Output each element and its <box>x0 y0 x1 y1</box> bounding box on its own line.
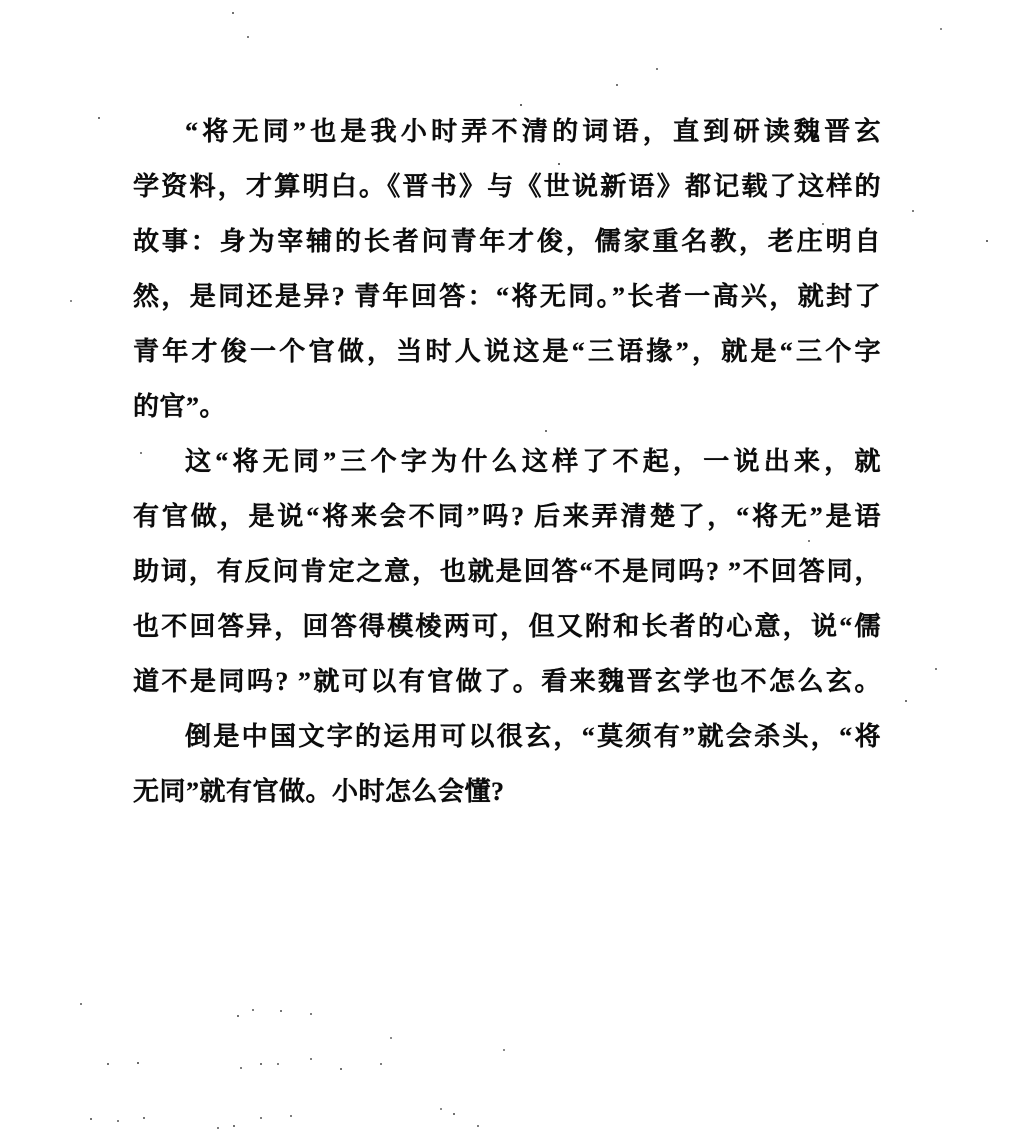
text-line: 倒是中国文字的运用可以很玄，“莫须有”就会杀头，“将 <box>185 722 881 751</box>
scan-noise-specks <box>0 0 2 2</box>
text-line: 有官做，是说“将来会不同”吗? 后来弄清楚了，“将无”是语 <box>133 502 881 531</box>
text-line: 无同”就有官做。小时怎么会懂? <box>133 777 505 806</box>
text-line: 青年才俊一个官做，当时人说这是“三语掾”，就是“三个字 <box>133 337 881 366</box>
text-line: 然，是同还是异? 青年回答：“将无同。”长者一高兴，就封了 <box>133 282 881 311</box>
text-line: 助词，有反问肯定之意，也就是回答“不是同吗? ”不回答同， <box>133 557 881 586</box>
body-text-block <box>133 104 881 819</box>
text-line: 这“将无同”三个字为什么这样了不起，一说出来，就 <box>185 447 881 476</box>
text-line: 道不是同吗? ”就可以有官做了。看来魏晋玄学也不怎么玄。 <box>133 667 881 696</box>
text-line: 也不回答异，回答得模棱两可，但又附和长者的心意，说“儒 <box>133 612 881 641</box>
text-line: 学资料，才算明白。《晋书》与《世说新语》都记载了这样的 <box>133 172 881 201</box>
text-line: “将无同”也是我小时弄不清的词语，直到研读魏晋玄 <box>185 117 881 146</box>
text-line: 的官”。 <box>133 392 227 421</box>
text-line: 故事：身为宰辅的长者问青年才俊，儒家重名教，老庄明自 <box>133 227 881 256</box>
